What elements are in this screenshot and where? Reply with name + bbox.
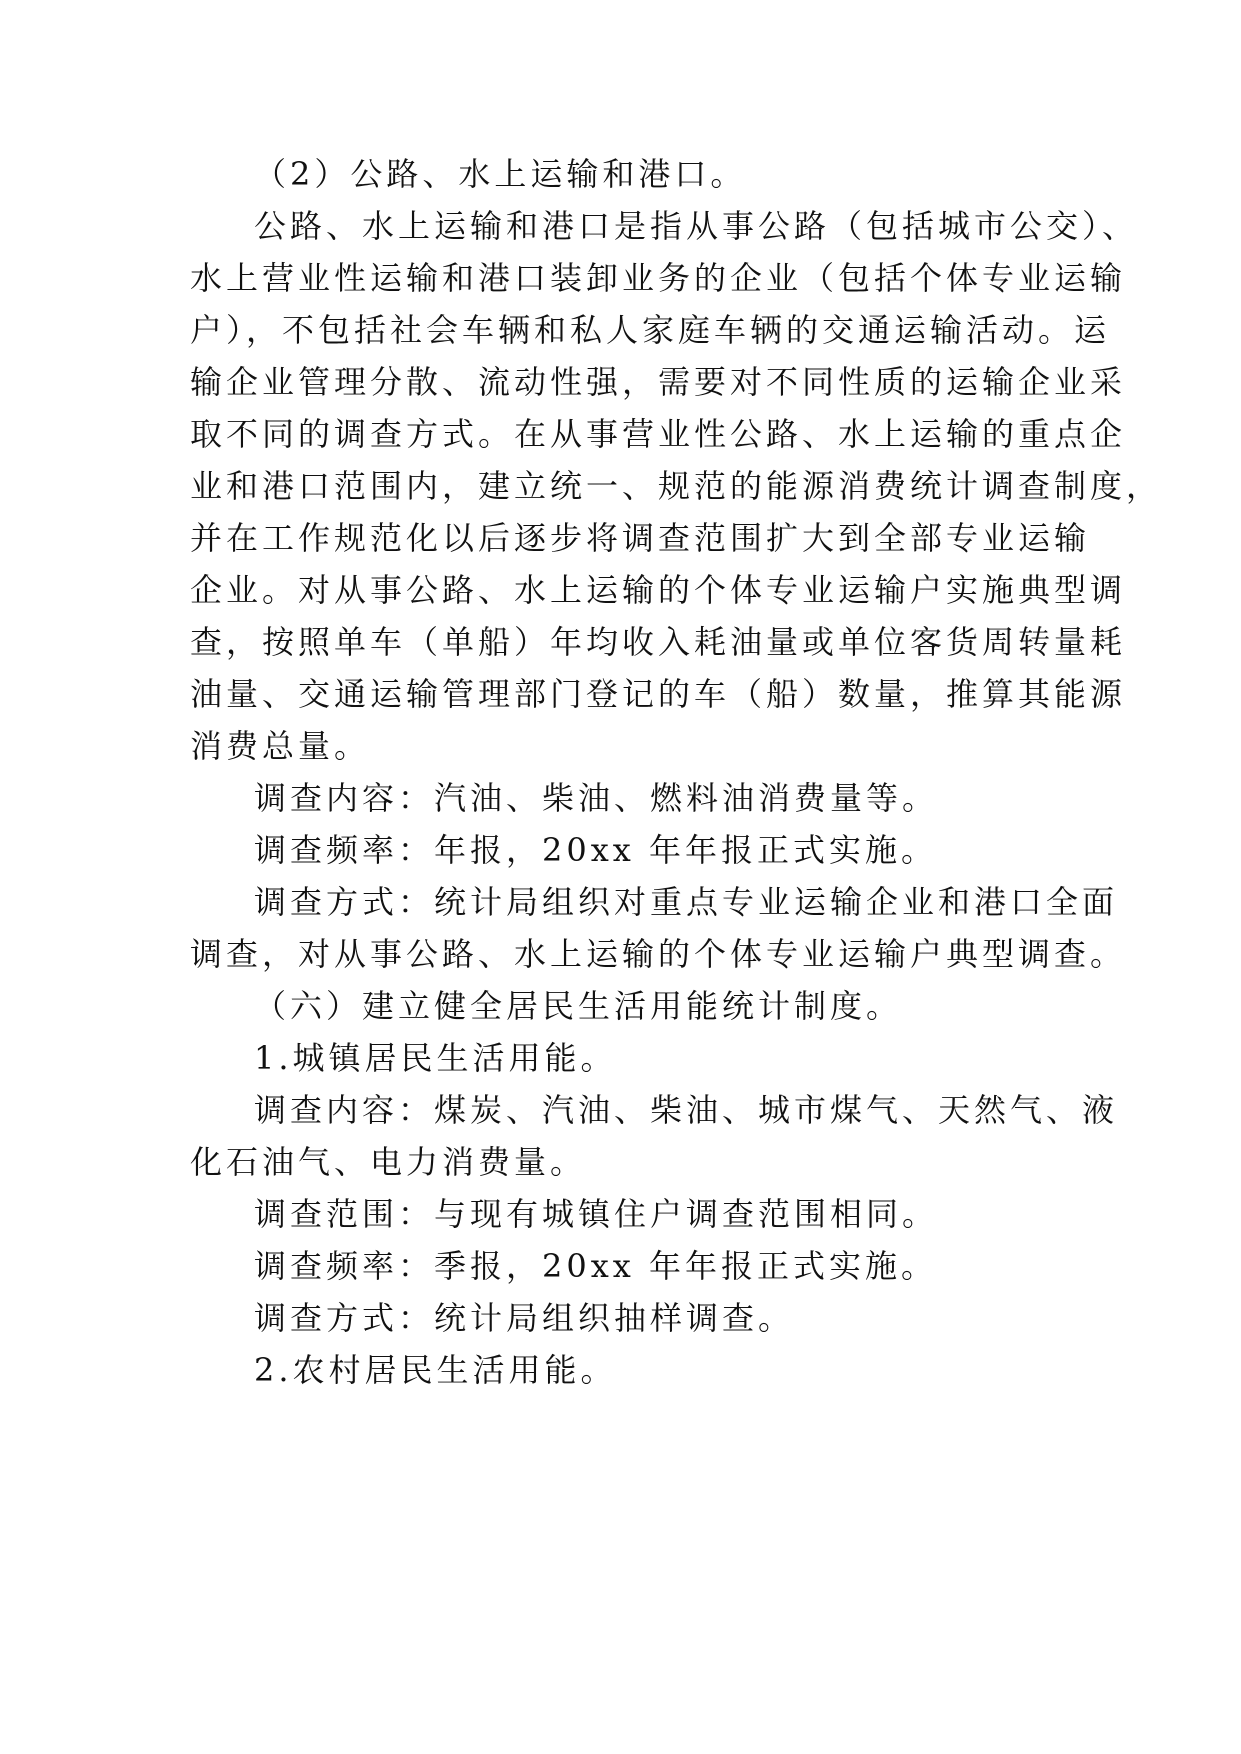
- paragraph-line: 公路、水上运输和港口是指从事公路（包括城市公交）、: [254, 207, 1139, 245]
- section-heading-residential-energy: （六）建立健全居民生活用能统计制度。: [254, 987, 903, 1025]
- paragraph-line: 消费总量。: [190, 727, 371, 765]
- survey-frequency-line: 调查频率：年报，20xx 年年报正式实施。: [254, 831, 937, 869]
- survey-method-line: 调查方式：统计局组织抽样调查。: [254, 1299, 795, 1337]
- survey-method-line: 调查方式：统计局组织对重点专业运输企业和港口全面: [254, 883, 1119, 921]
- paragraph-line: 输企业管理分散、流动性强，需要对不同性质的运输企业采: [190, 363, 1127, 401]
- paragraph-line: 油量、交通运输管理部门登记的车（船）数量，推算其能源: [190, 675, 1127, 713]
- paragraph-line: 查，按照单车（单船）年均收入耗油量或单位客货周转量耗: [190, 623, 1127, 661]
- paragraph-line: 水上营业性运输和港口装卸业务的企业（包括个体专业运输: [190, 259, 1127, 297]
- subsection-heading-urban: 1.城镇居民生活用能。: [254, 1039, 617, 1077]
- survey-frequency-line: 调查频率：季报，20xx 年年报正式实施。: [254, 1247, 937, 1285]
- paragraph-line: 取不同的调查方式。在从事营业性公路、水上运输的重点企: [190, 415, 1127, 453]
- survey-content-line: 调查内容：煤炭、汽油、柴油、城市煤气、天然气、液: [254, 1091, 1119, 1129]
- subsection-heading-rural: 2.农村居民生活用能。: [254, 1351, 617, 1389]
- paragraph-line: 并在工作规范化以后逐步将调查范围扩大到全部专业运输: [190, 519, 1091, 557]
- paragraph-line: 业和港口范围内，建立统一、规范的能源消费统计调查制度，: [190, 467, 1163, 505]
- paragraph-line: 户），不包括社会车辆和私人家庭车辆的交通运输活动。运: [190, 311, 1111, 349]
- survey-method-line: 调查，对从事公路、水上运输的个体专业运输户典型调查。: [190, 935, 1127, 973]
- survey-content-line: 调查内容：汽油、柴油、燃料油消费量等。: [254, 779, 939, 817]
- section-heading-highway-water-transport: （2）公路、水上运输和港口。: [254, 155, 747, 193]
- survey-scope-line: 调查范围：与现有城镇住户调查范围相同。: [254, 1195, 939, 1233]
- paragraph-line: 企业。对从事公路、水上运输的个体专业运输户实施典型调: [190, 571, 1127, 609]
- survey-content-line: 化石油气、电力消费量。: [190, 1143, 587, 1181]
